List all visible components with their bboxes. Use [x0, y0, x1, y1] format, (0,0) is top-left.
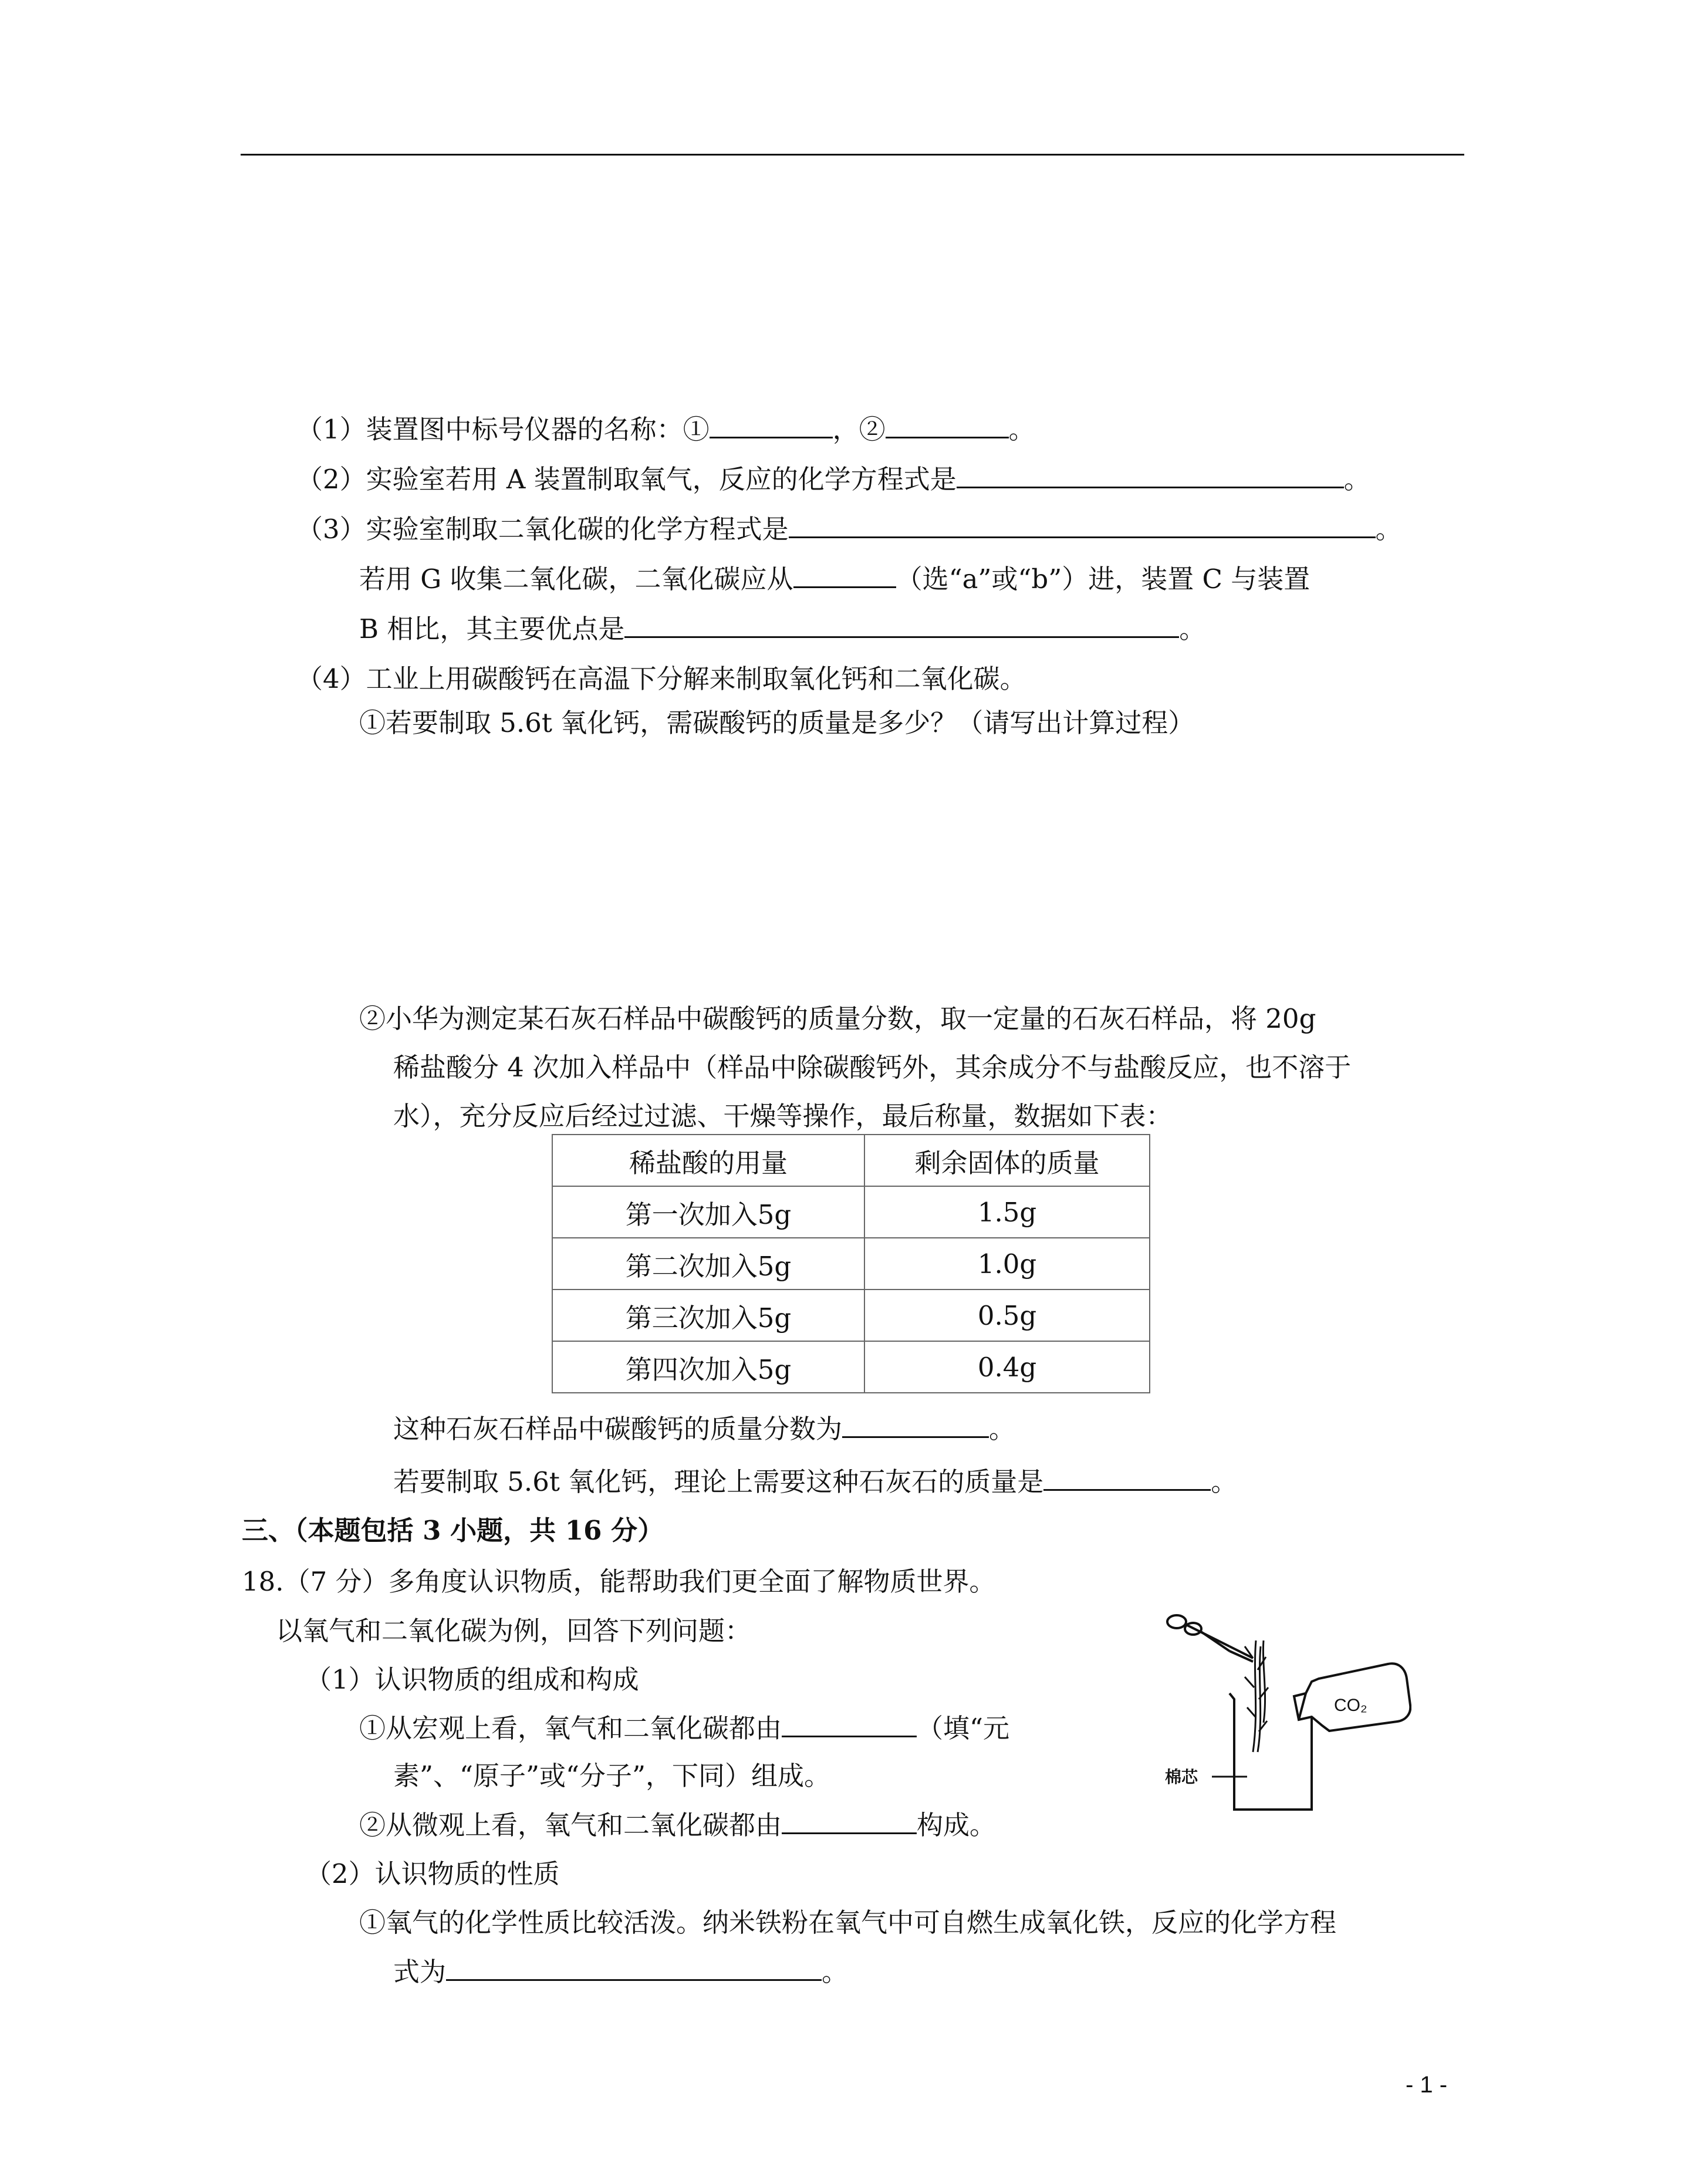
q4d-line: 若要制取 5.6t 氧化钙，理论上需要这种石灰石的质量是 。: [393, 1466, 1238, 1497]
q18b-line: （1）认识物质的组成和构成: [305, 1664, 639, 1695]
table-row: [552, 1238, 1150, 1290]
q4b1-line: ②小华为测定某石灰石样品中碳酸钙的质量分数，取一定量的石灰石样品，将 20g: [359, 1003, 1316, 1034]
q3b-line: 若用 G 收集二氧化碳，二氧化碳应从 （选“a”或“b”）进，装置 C 与装置: [359, 563, 1310, 595]
table-row: [552, 1290, 1150, 1341]
co2-label: CO₂: [1334, 1696, 1367, 1715]
answer-blank[interactable]: [957, 463, 1344, 488]
answer-blank[interactable]: [710, 413, 833, 438]
table-header-row: [552, 1135, 1150, 1186]
q18h-line: 式为 。: [393, 1956, 849, 1987]
co2-wick-figure: [1165, 1605, 1411, 1822]
header-rule: [241, 154, 1464, 156]
table-header-cell: 稀盐酸的用量: [552, 1135, 864, 1186]
answer-blank[interactable]: [886, 413, 1009, 438]
table-cell: 0.5g: [864, 1290, 1150, 1341]
q18f-line: （2）认识物质的性质: [305, 1858, 560, 1889]
table-cell: 1.0g: [864, 1238, 1150, 1290]
q4c-line: 这种石灰石样品中碳酸钙的质量分数为 。: [393, 1413, 1016, 1444]
q3-line: （3）实验室制取二氧化碳的化学方程式是 。: [296, 514, 1402, 545]
answer-blank[interactable]: [782, 1809, 917, 1834]
table-row: [552, 1186, 1150, 1238]
table-cell: 第二次加入5g: [552, 1238, 864, 1290]
q18a-line: 以氧气和二氧化碳为例，回答下列问题：: [276, 1615, 752, 1646]
q2-line: （2）实验室若用 A 装置制取氧气，反应的化学方程式是 。: [296, 464, 1370, 495]
data-table: [552, 1134, 1150, 1393]
q18g-line: ①氧气的化学性质比较活泼。纳米铁粉在氧气中可自燃生成氧化铁，反应的化学方程: [359, 1907, 1337, 1938]
q18e-line: ②从微观上看，氧气和二氧化碳都由 构成。: [359, 1810, 997, 1841]
q18d-line: 素”、“原子”或“分子”，下同）组成。: [393, 1760, 831, 1791]
table-cell: 第一次加入5g: [552, 1186, 864, 1238]
q3c-line: B 相比，其主要优点是 。: [359, 613, 1206, 644]
answer-blank[interactable]: [842, 1413, 989, 1438]
answer-blank[interactable]: [1043, 1466, 1211, 1491]
q18c-line: ①从宏观上看，氧气和二氧化碳都由 （填“元: [359, 1713, 1010, 1744]
q4a-line: ①若要制取 5.6t 氧化钙，需碳酸钙的质量是多少？（请写出计算过程）: [359, 707, 1195, 738]
table-row: [552, 1341, 1150, 1393]
table-header-cell: 剩余固体的质量: [864, 1135, 1150, 1186]
answer-blank[interactable]: [793, 563, 896, 588]
table-cell: 第四次加入5g: [552, 1341, 864, 1393]
cotton-wick-icon: [1245, 1640, 1268, 1752]
table-cell: 1.5g: [864, 1186, 1150, 1238]
answer-blank[interactable]: [782, 1712, 917, 1737]
q4-line: （4）工业上用碳酸钙在高温下分解来制取氧化钙和二氧化碳。: [296, 663, 1026, 694]
answer-blank[interactable]: [789, 513, 1376, 538]
q18-line: 18.（7 分）多角度认识物质，能帮助我们更全面了解物质世界。: [242, 1566, 996, 1597]
answer-blank[interactable]: [624, 613, 1179, 638]
section-3-heading: 三、（本题包括 3 小题，共 16 分）: [242, 1515, 664, 1546]
table-cell: 0.4g: [864, 1341, 1150, 1393]
q4b3-line: 水），充分反应后经过过滤、干燥等操作，最后称量，数据如下表：: [393, 1101, 1173, 1132]
answer-blank[interactable]: [446, 1956, 822, 1981]
tongs-icon: [1167, 1615, 1253, 1662]
wick-label: 棉芯: [1165, 1767, 1198, 1787]
table-cell: 第三次加入5g: [552, 1290, 864, 1341]
q1-line: （1）装置图中标号仪器的名称：① ，② 。: [296, 414, 1035, 445]
q4b2-line: 稀盐酸分 4 次加入样品中（样品中除碳酸钙外，其余成分不与盐酸反应，也不溶于: [393, 1052, 1352, 1083]
page-number: - 1 -: [1406, 2072, 1448, 2098]
